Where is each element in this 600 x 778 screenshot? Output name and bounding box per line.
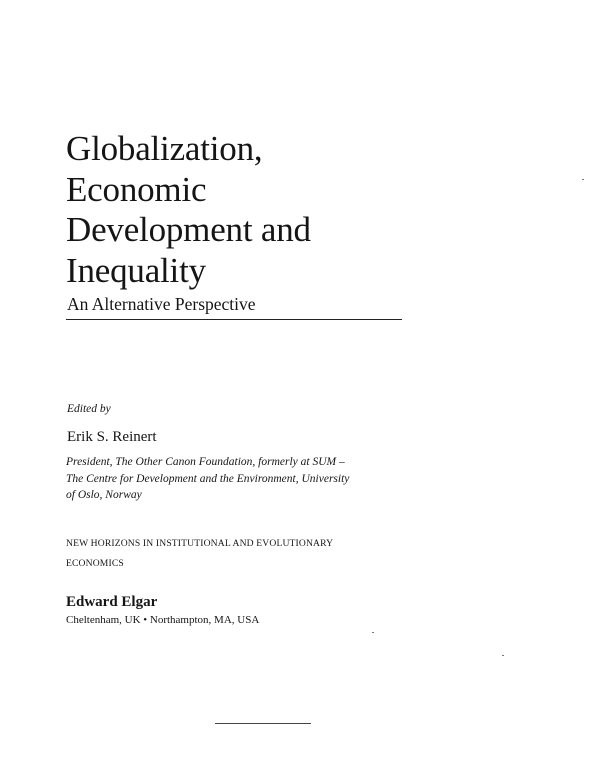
affiliation-line: President, The Other Canon Foundation, formerly at SUM – — [66, 456, 345, 468]
scan-speck — [502, 655, 504, 656]
series-line: NEW HORIZONS IN INSTITUTIONAL AND EVOLUTIONARY — [66, 538, 334, 549]
editor-name: Erik S. Reinert — [67, 429, 157, 445]
scan-speck — [582, 179, 584, 180]
title-divider — [66, 319, 402, 320]
series-title — [66, 534, 333, 574]
book-title-line-3: Development and — [66, 210, 311, 249]
affiliation-line: of Oslo, Norway — [66, 489, 142, 501]
edited-by-label: Edited by — [67, 403, 111, 415]
publisher-locations: Cheltenham, UK • Northampton, MA, USA — [66, 614, 260, 626]
editor-affiliation — [66, 454, 406, 504]
series-line: ECONOMICS — [66, 558, 124, 569]
footer-divider — [215, 723, 311, 724]
book-subtitle: An Alternative Perspective — [67, 294, 256, 314]
publisher-name: Edward Elgar — [66, 594, 158, 610]
scan-speck — [372, 632, 374, 633]
book-title-line-2: Economic — [66, 170, 207, 209]
book-title-line-1: Globalization, — [66, 129, 263, 168]
book-title-line-4: Inequality — [66, 251, 206, 290]
affiliation-line: The Centre for Development and the Environment, University — [66, 472, 350, 485]
